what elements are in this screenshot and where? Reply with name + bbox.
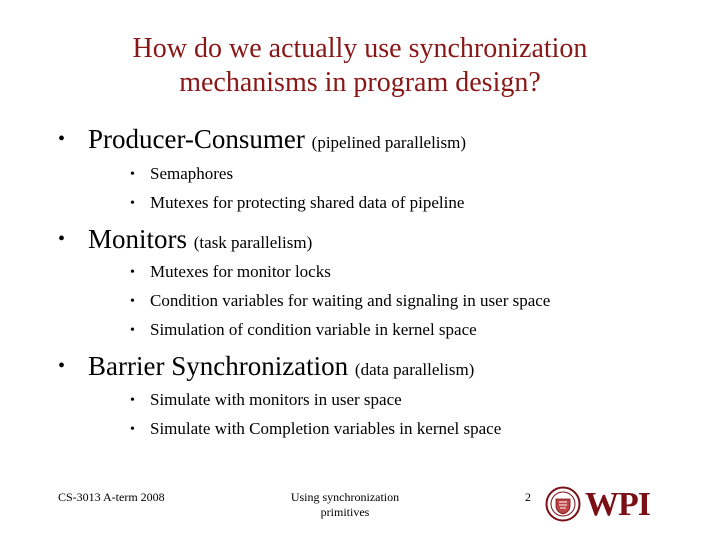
sub-bullet-text: Mutexes for monitor locks (150, 262, 331, 281)
sub-bullet-text: Simulation of condition variable in kernel space (150, 320, 477, 339)
wpi-logo (545, 486, 650, 526)
sub-bullet-text: Simulate with monitors in user space (150, 390, 402, 409)
footer-course: CS-3013 A-term 2008 (58, 490, 165, 504)
bullet-paren: (data parallelism) (354, 360, 475, 379)
page-number: 2 (525, 490, 531, 504)
sub-bullet-text: Condition variables for waiting and signaling in user space (150, 291, 551, 310)
bullet-producer-consumer (58, 124, 466, 155)
sub-bullet: • Mutexes for monitor locks (130, 262, 331, 281)
sub-bullet-text: Semaphores (150, 164, 234, 183)
sub-bullet: • Simulate with monitors in user space (130, 390, 402, 409)
bullet-paren: (task parallelism) (193, 233, 313, 252)
sub-bullet: • Condition variables for waiting and signaling in user space (130, 291, 551, 310)
sub-bullet-text: Simulate with Completion variables in kernel space (150, 419, 502, 438)
sub-bullet: • Mutexes for protecting shared data of pipeline (130, 193, 465, 212)
footer-topic: Using synchronization primitives (290, 490, 400, 519)
bullet-main: Producer-Consumer (88, 124, 305, 154)
sub-bullet: • Semaphores (130, 164, 234, 183)
sub-bullet: • Simulate with Completion variables in kernel space (130, 419, 502, 438)
bullet-dot: • (58, 355, 66, 377)
bullet-main: Monitors (88, 224, 188, 254)
slide-title (0, 32, 720, 100)
university-seal-icon (545, 486, 581, 522)
title-line-2: mechanisms in program design? (179, 67, 541, 98)
sub-bullet: • Simulation of condition variable in kernel space (130, 320, 477, 339)
bullet-main: Barrier Synchronization (88, 351, 349, 381)
bullet-paren: (pipelined parallelism) (311, 133, 467, 152)
title-line-1: How do we actually use synchronization (132, 33, 588, 64)
bullet-barrier-synchronization (58, 351, 474, 382)
wpi-wordmark: WPI (585, 486, 650, 523)
bullet-dot: • (58, 128, 66, 150)
sub-bullet-text: Mutexes for protecting shared data of pipeline (150, 193, 465, 212)
bullet-dot: • (58, 228, 66, 250)
bullet-monitors (58, 224, 312, 255)
